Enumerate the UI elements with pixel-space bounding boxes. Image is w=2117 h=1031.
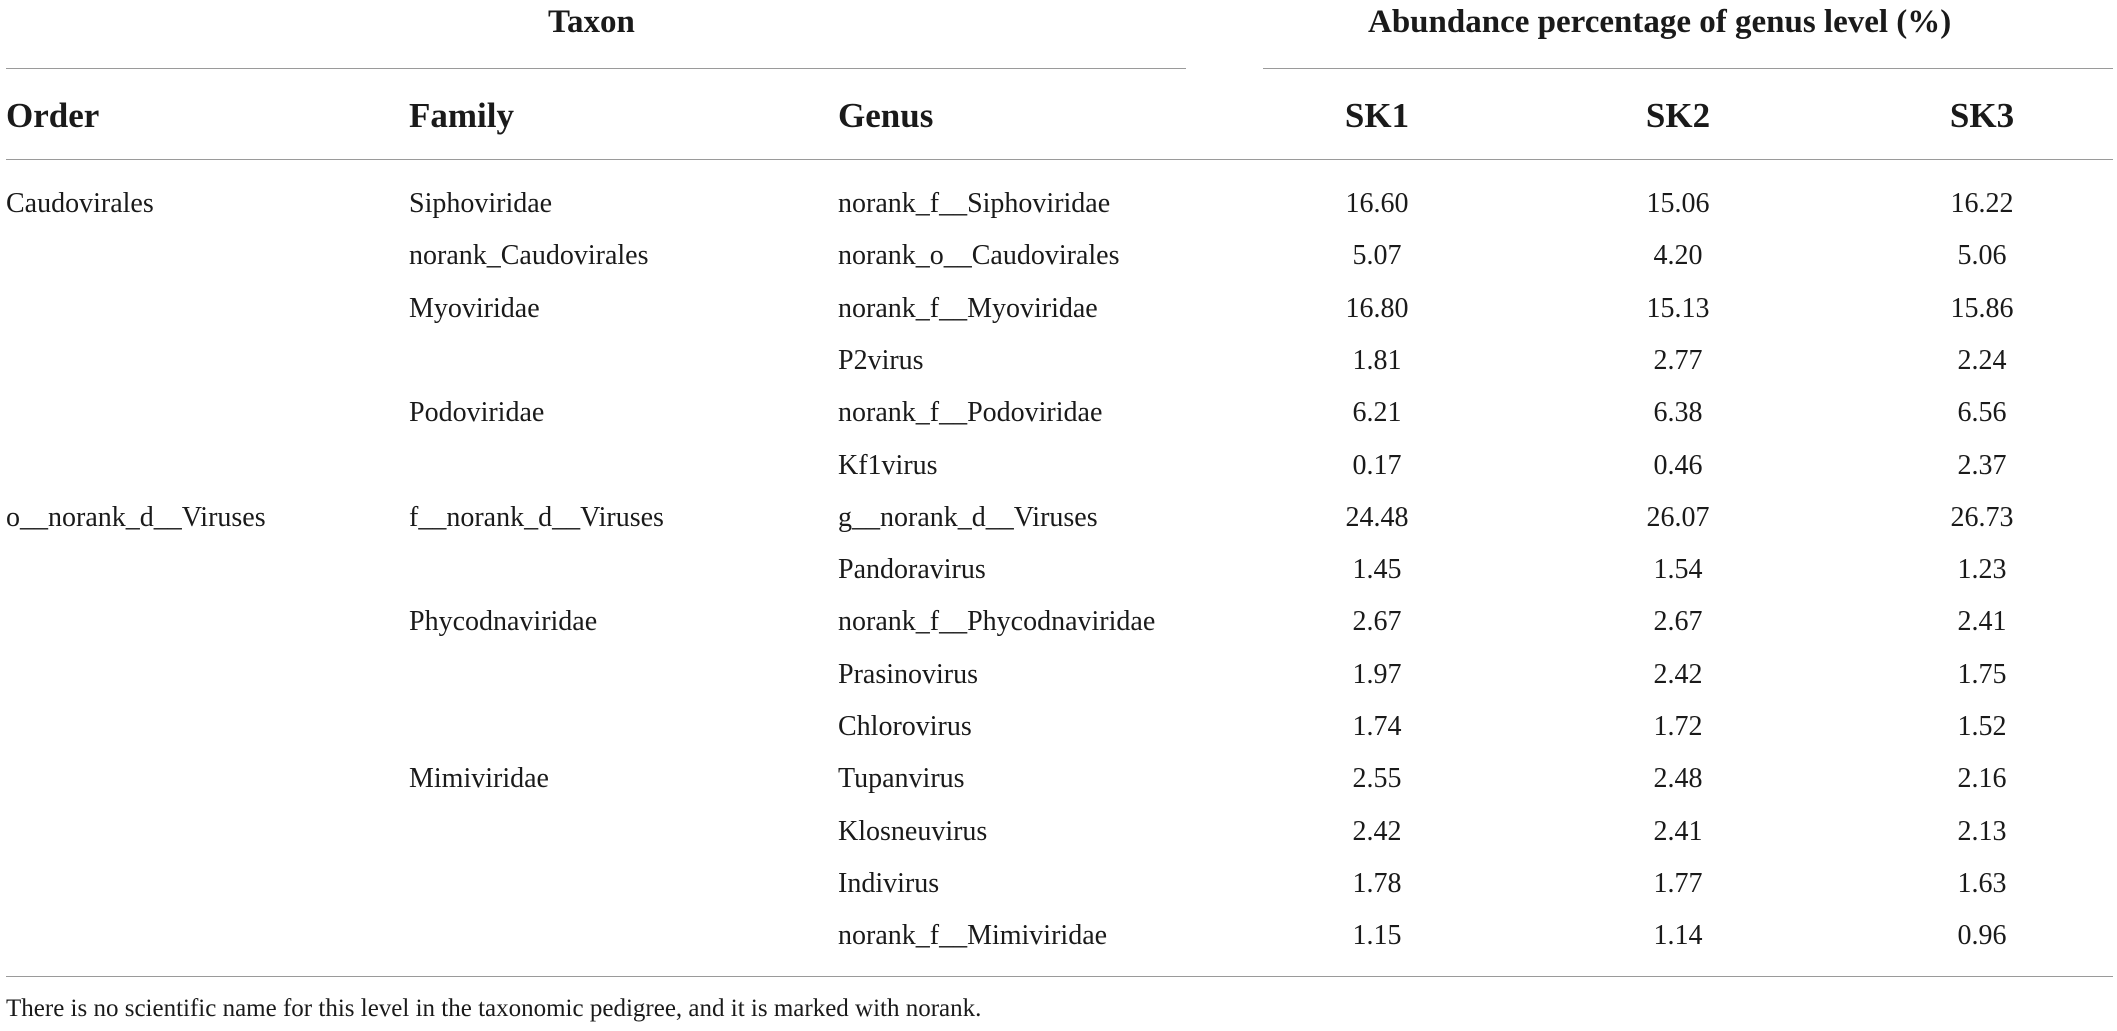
genus-cell: Kf1virus — [838, 450, 938, 481]
sk3-cell: 1.23 — [1957, 554, 2007, 585]
order-cell: Caudovirales — [6, 188, 154, 219]
sk1-cell: 1.74 — [1352, 711, 1402, 742]
sk1-cell: 2.55 — [1352, 763, 1402, 794]
genus-cell: norank_f__Podoviridae — [838, 397, 1103, 428]
sk3-cell: 16.22 — [1950, 188, 2014, 219]
sk3-cell: 6.56 — [1957, 397, 2007, 428]
sk2-cell: 0.46 — [1653, 450, 1703, 481]
family-cell: Phycodnaviridae — [409, 606, 598, 637]
sk1-column-header: SK1 — [1344, 96, 1410, 135]
genus-cell: Klosneuvirus — [838, 816, 988, 847]
sk3-cell: 26.73 — [1950, 502, 2014, 533]
sk1-cell: 24.48 — [1345, 502, 1409, 533]
sk1-cell: 16.80 — [1345, 293, 1409, 324]
sk2-cell: 2.67 — [1653, 606, 1703, 637]
sk3-cell: 2.24 — [1957, 345, 2007, 376]
genus-cell: norank_f__Myoviridae — [838, 293, 1098, 324]
sk1-cell: 5.07 — [1352, 240, 1402, 271]
sk3-cell: 2.13 — [1957, 816, 2007, 847]
sk1-cell: 6.21 — [1352, 397, 1402, 428]
sk1-cell: 1.81 — [1352, 345, 1402, 376]
sk3-cell: 1.75 — [1957, 659, 2007, 690]
sk3-cell: 2.37 — [1957, 450, 2007, 481]
sk2-cell: 1.14 — [1653, 920, 1703, 951]
abundance-group-header: Abundance percentage of genus level (%) — [1368, 4, 1952, 40]
sk2-cell: 1.77 — [1653, 868, 1703, 899]
sk2-cell: 1.54 — [1653, 554, 1703, 585]
sk3-cell: 0.96 — [1957, 920, 2007, 951]
genus-cell: norank_f__Mimiviridae — [838, 920, 1108, 951]
order-cell: o__norank_d__Viruses — [6, 502, 266, 533]
taxon-group-header: Taxon — [548, 4, 635, 40]
family-cell: Myoviridae — [409, 293, 540, 324]
sk2-cell: 15.06 — [1646, 188, 1710, 219]
sk3-cell: 1.63 — [1957, 868, 2007, 899]
sk1-cell: 1.97 — [1352, 659, 1402, 690]
sk1-cell: 2.42 — [1352, 816, 1402, 847]
genus-cell: Chlorovirus — [838, 711, 972, 742]
sk1-cell: 1.45 — [1352, 554, 1402, 585]
header-bottom-rule — [6, 159, 2113, 160]
sk1-cell: 0.17 — [1352, 450, 1402, 481]
table-footnote: There is no scientific name for this level in the taxonomic pedigree, and it is marked with norank. — [6, 995, 982, 1022]
sk2-column-header: SK2 — [1645, 96, 1711, 135]
sk2-cell: 4.20 — [1653, 240, 1703, 271]
sk2-cell: 6.38 — [1653, 397, 1703, 428]
sk1-cell: 1.78 — [1352, 868, 1402, 899]
sk3-cell: 2.16 — [1957, 763, 2007, 794]
sk3-cell: 1.52 — [1957, 711, 2007, 742]
genus-cell: g__norank_d__Viruses — [838, 502, 1098, 533]
genus-cell: norank_o__Caudovirales — [838, 240, 1120, 271]
genus-cell: P2virus — [838, 345, 924, 376]
sk1-cell: 16.60 — [1345, 188, 1409, 219]
sk1-cell: 2.67 — [1352, 606, 1402, 637]
genus-cell: Indivirus — [838, 868, 940, 899]
sk2-cell: 26.07 — [1646, 502, 1710, 533]
genus-cell: Prasinovirus — [838, 659, 978, 690]
sk2-cell: 2.42 — [1653, 659, 1703, 690]
genus-cell: Pandoravirus — [838, 554, 986, 585]
family-cell: norank_Caudovirales — [409, 240, 649, 271]
abundance-group-rule — [1263, 68, 2113, 69]
sk3-cell: 15.86 — [1950, 293, 2014, 324]
family-cell: f__norank_d__Viruses — [409, 502, 664, 533]
sk2-cell: 2.48 — [1653, 763, 1703, 794]
genus-cell: norank_f__Phycodnaviridae — [838, 606, 1156, 637]
family-cell: Siphoviridae — [409, 188, 553, 219]
order-column-header: Order — [6, 96, 100, 135]
genus-cell: norank_f__Siphoviridae — [838, 188, 1111, 219]
family-cell: Mimiviridae — [409, 763, 549, 794]
sk1-cell: 1.15 — [1352, 920, 1402, 951]
taxon-group-rule — [6, 68, 1186, 69]
table-bottom-rule — [6, 976, 2113, 977]
sk2-cell: 2.41 — [1653, 816, 1703, 847]
family-column-header: Family — [409, 96, 514, 135]
genus-column-header: Genus — [838, 96, 934, 135]
family-cell: Podoviridae — [409, 397, 545, 428]
sk3-column-header: SK3 — [1949, 96, 2015, 135]
sk3-cell: 5.06 — [1957, 240, 2007, 271]
sk2-cell: 2.77 — [1653, 345, 1703, 376]
genus-cell: Tupanvirus — [838, 763, 965, 794]
sk3-cell: 2.41 — [1957, 606, 2007, 637]
sk2-cell: 1.72 — [1653, 711, 1703, 742]
sk2-cell: 15.13 — [1646, 293, 1710, 324]
